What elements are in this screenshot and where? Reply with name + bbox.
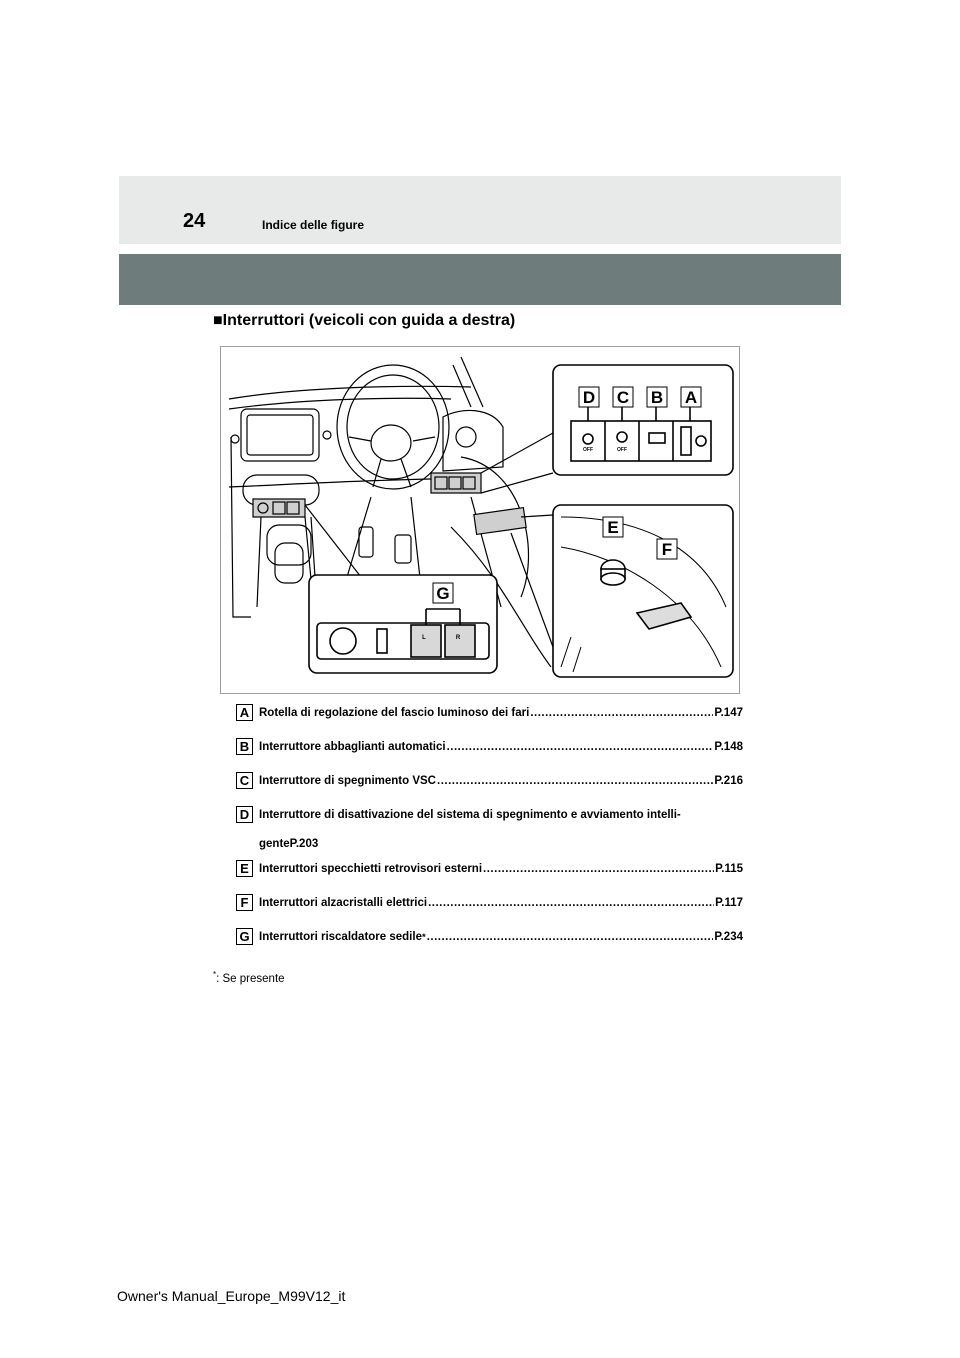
callout-d: D bbox=[582, 388, 596, 407]
detail-panel-door bbox=[553, 505, 733, 677]
callout-g: G bbox=[436, 584, 450, 603]
legend-text: Interruttori riscaldatore sedile bbox=[259, 931, 422, 943]
legend-key: E bbox=[236, 860, 253, 877]
callout-b: B bbox=[650, 388, 664, 407]
switches-illustration bbox=[220, 346, 740, 694]
page-ref-link[interactable]: P.115 bbox=[715, 863, 743, 875]
legend-text: Interruttore di disattivazione del sistema di spegnimento e avviamento intelli- bbox=[259, 809, 681, 821]
page-number: 24 bbox=[183, 210, 206, 232]
footnote bbox=[213, 970, 285, 985]
leader-dots bbox=[447, 740, 714, 756]
legend-text: Interruttori specchietti retrovisori esterni bbox=[259, 863, 483, 875]
legend-item-c bbox=[236, 772, 756, 806]
dashboard-drawing bbox=[221, 347, 739, 693]
footnote-marker: * bbox=[421, 932, 426, 943]
legend-key: G bbox=[236, 928, 253, 945]
legend-key: D bbox=[236, 806, 253, 823]
leader-dots bbox=[483, 862, 714, 878]
callout-f: F bbox=[661, 540, 673, 559]
seat-label-right: R bbox=[455, 635, 461, 641]
section-bullet-icon: ■ bbox=[213, 312, 223, 329]
legend-text: Interruttore di spegnimento VSC bbox=[259, 775, 436, 787]
page-ref-link[interactable]: P.216 bbox=[714, 775, 743, 787]
legend-list bbox=[236, 704, 756, 962]
switch-label-off-1: OFF bbox=[583, 447, 593, 453]
legend-text: Rotella di regolazione del fascio luminoso dei fari bbox=[259, 707, 530, 719]
document-footer: Owner's Manual_Europe_M99V12_it bbox=[117, 1288, 346, 1304]
legend-key: C bbox=[236, 772, 253, 789]
legend-text: Interruttore abbaglianti automatici bbox=[259, 741, 446, 753]
section-title: Interruttori (veicoli con guida a destra) bbox=[222, 312, 516, 329]
section-band bbox=[119, 254, 841, 305]
switch-label-off-2: OFF bbox=[617, 447, 627, 453]
leader-dots bbox=[530, 706, 713, 722]
legend-key: A bbox=[236, 704, 253, 721]
detail-panel-console bbox=[309, 575, 497, 673]
callout-c: C bbox=[616, 388, 630, 407]
legend-item-b bbox=[236, 738, 756, 772]
page-ref-link[interactable]: P.148 bbox=[714, 741, 743, 753]
legend-item-g bbox=[236, 928, 756, 962]
callout-e: E bbox=[607, 518, 619, 537]
legend-item-e bbox=[236, 860, 756, 894]
page-ref-link[interactable]: P.234 bbox=[714, 931, 743, 943]
header-band bbox=[119, 176, 841, 244]
section-heading bbox=[213, 311, 515, 330]
callout-a: A bbox=[684, 388, 698, 407]
legend-text: Interruttori alzacristalli elettrici bbox=[259, 897, 428, 909]
legend-item-d bbox=[236, 806, 756, 860]
page-ref-link[interactable]: P.203 bbox=[289, 837, 319, 850]
seat-label-left: L bbox=[422, 635, 426, 641]
legend-key: F bbox=[236, 894, 253, 911]
legend-key: B bbox=[236, 738, 253, 755]
legend-item-f bbox=[236, 894, 756, 928]
leader-dots bbox=[427, 930, 714, 946]
leader-dots bbox=[428, 896, 714, 912]
legend-text-continued: gente bbox=[259, 837, 290, 850]
detail-panel-top bbox=[553, 365, 733, 475]
page-ref-link[interactable]: P.147 bbox=[714, 707, 743, 719]
footnote-text: : Se presente bbox=[216, 972, 285, 985]
header-title: Indice delle figure bbox=[262, 218, 365, 232]
page-ref-link[interactable]: P.117 bbox=[715, 897, 743, 909]
legend-item-a bbox=[236, 704, 756, 738]
footnote-mark: * bbox=[213, 970, 217, 979]
leader-dots bbox=[437, 774, 713, 790]
